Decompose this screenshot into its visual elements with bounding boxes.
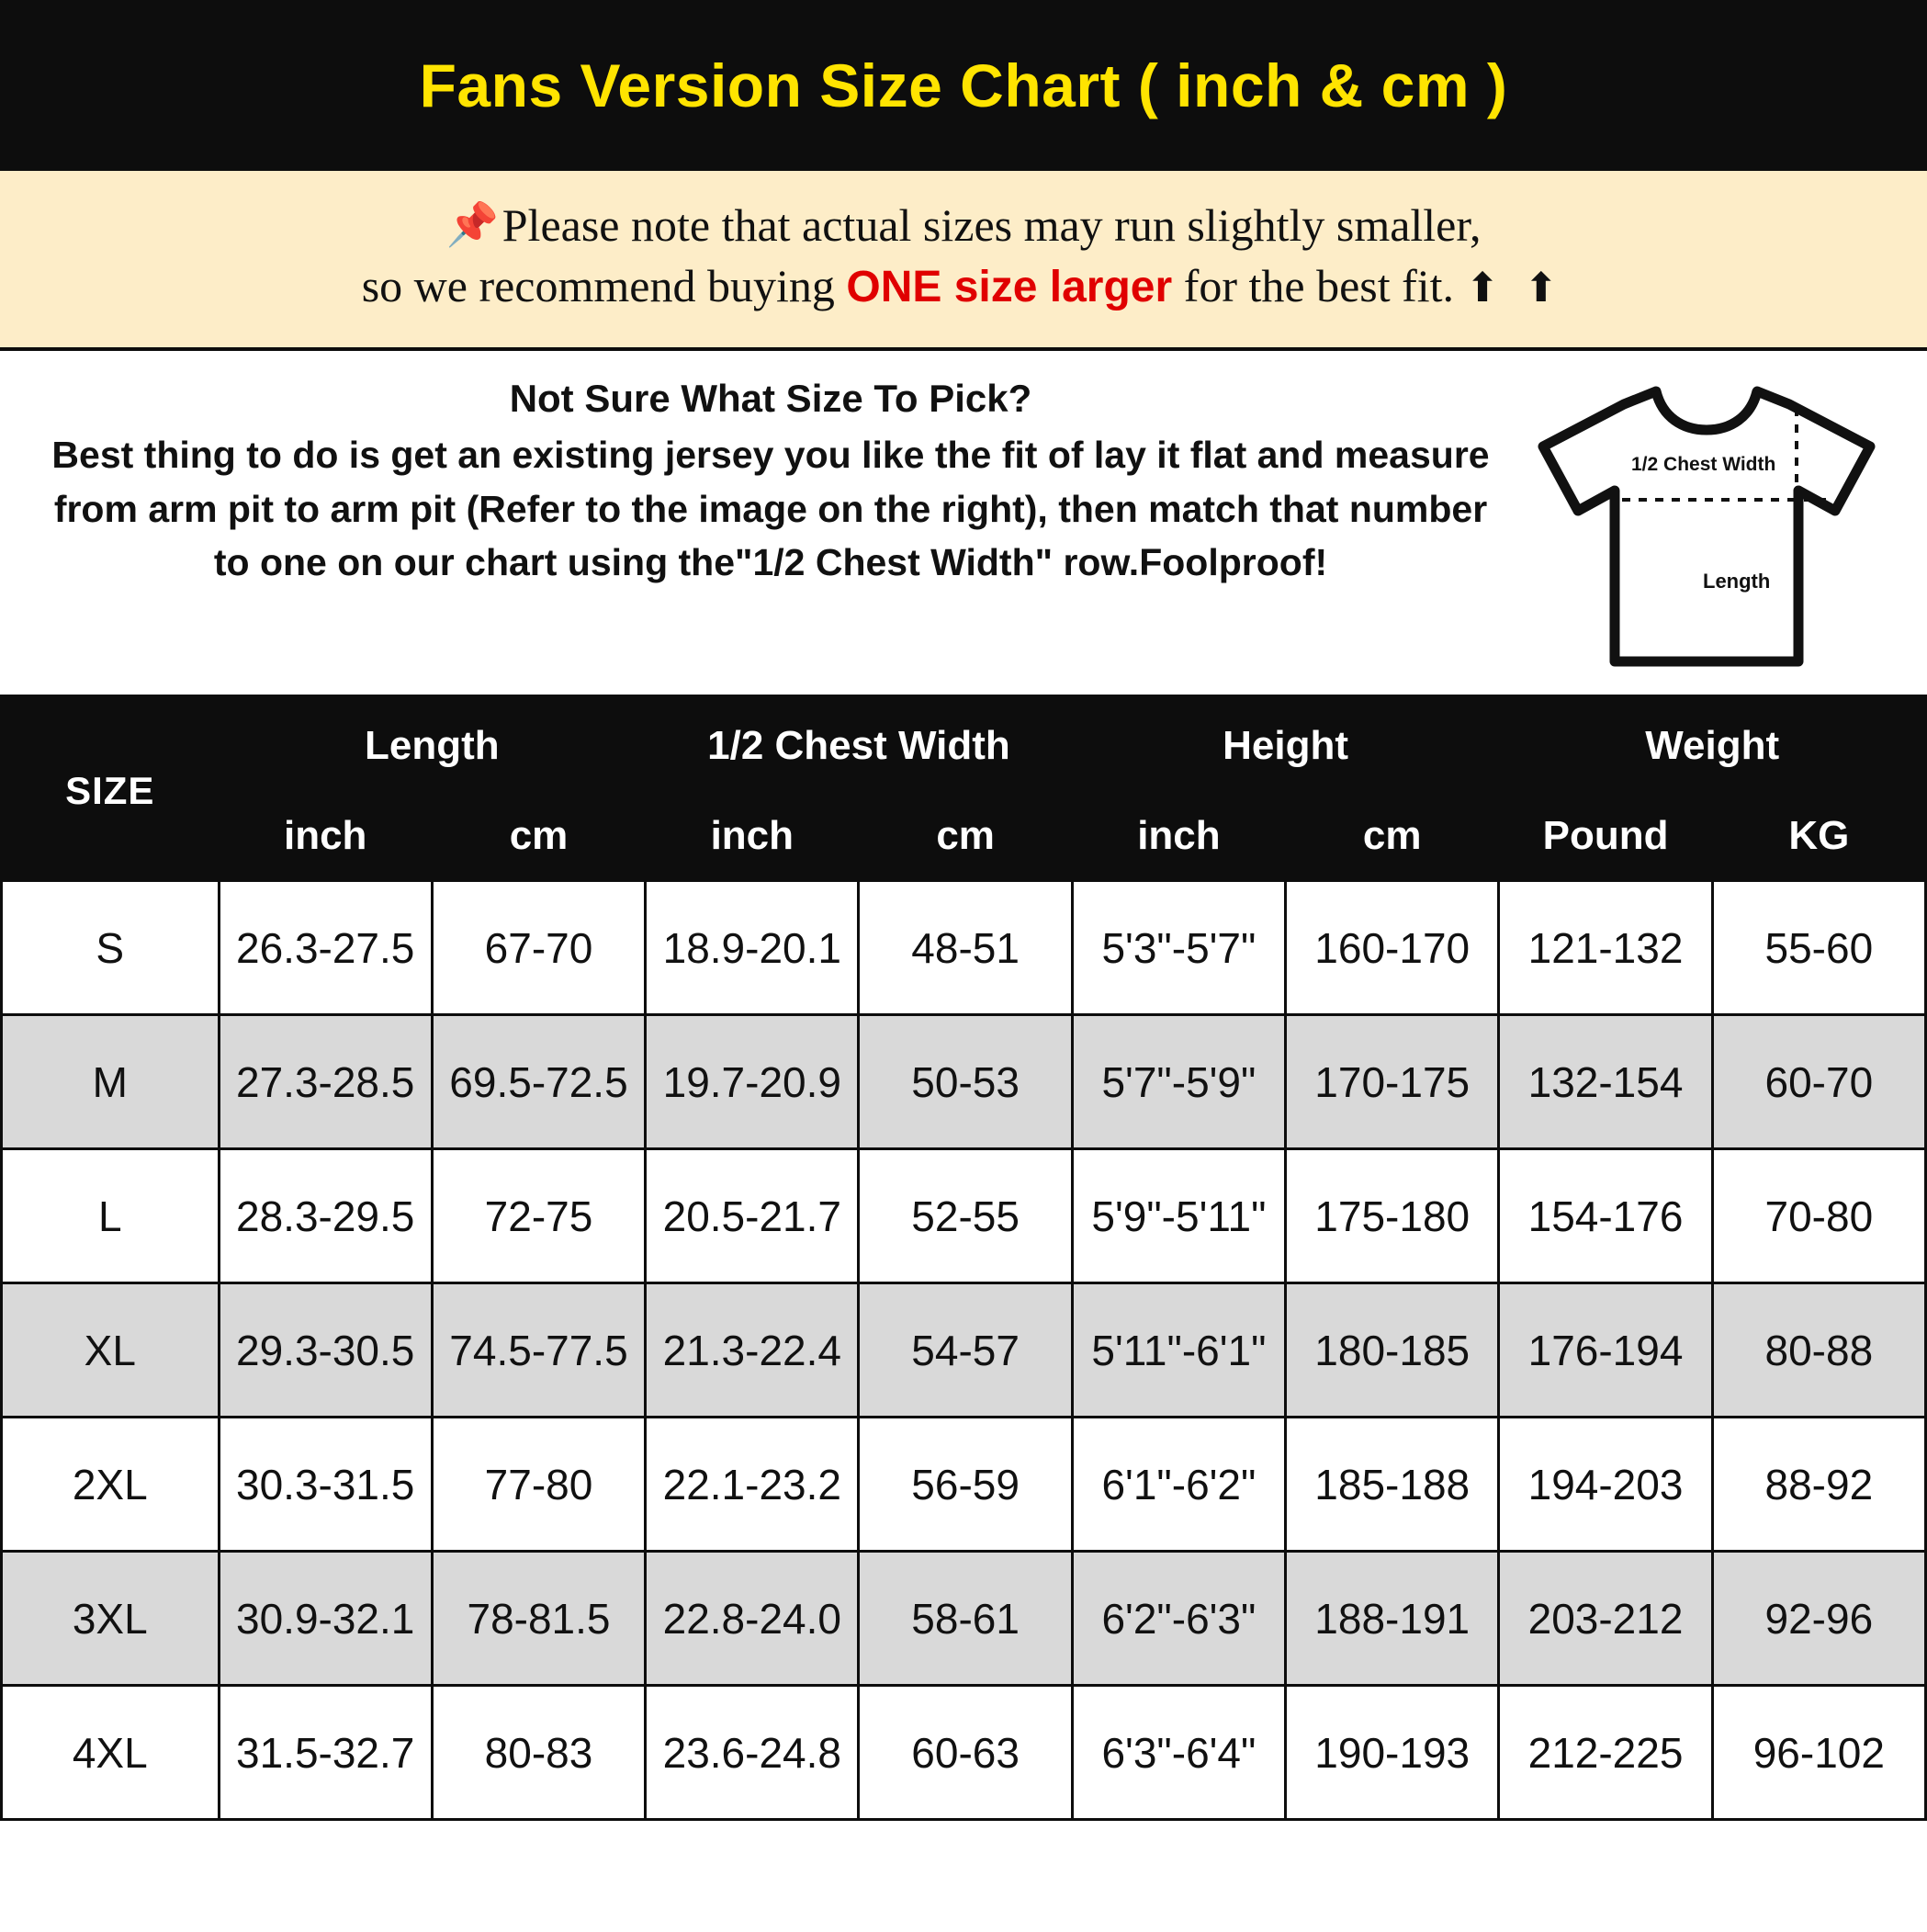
note-band [0,171,1927,351]
header-size: SIZE [2,701,220,881]
cell-length-inch: 26.3-27.5 [219,881,432,1015]
cell-chest-cm: 58-61 [859,1552,1072,1686]
cell-weight-pound: 212-225 [1499,1686,1712,1820]
cell-weight-pound: 121-132 [1499,881,1712,1015]
chest-width-label: 1/2 Chest Width [1631,454,1776,476]
cell-size: 2XL [2,1418,220,1552]
header-height-inch: inch [1072,791,1285,881]
cell-chest-inch: 19.7-20.9 [646,1015,859,1149]
cell-length-cm: 78-81.5 [432,1552,645,1686]
cell-size: XL [2,1283,220,1418]
table-row [2,1015,1926,1149]
cell-length-inch: 27.3-28.5 [219,1015,432,1149]
advice-heading: Not Sure What Size To Pick? [509,377,1032,421]
advice-body: Best thing to do is get an existing jersey you like the fit of lay it flat and measure from arm pit to arm pit (Refer to the image on the right), then match that number to one on our chart using the"1/2 Chest Width" row.Foolproof! [51,434,1490,583]
cell-chest-cm: 56-59 [859,1418,1072,1552]
pushpin-icon: 📌 [445,201,499,248]
cell-weight-pound: 194-203 [1499,1418,1712,1552]
cell-chest-inch: 23.6-24.8 [646,1686,859,1820]
cell-height-inch: 5'9"-5'11" [1072,1149,1285,1283]
cell-length-inch: 29.3-30.5 [219,1283,432,1418]
cell-height-inch: 5'7"-5'9" [1072,1015,1285,1149]
cell-chest-inch: 21.3-22.4 [646,1283,859,1418]
page-title: Fans Version Size Chart ( inch & cm ) [419,51,1508,119]
note-line-1-text: Please note that actual sizes may run slightly smaller, [501,199,1482,251]
cell-weight-kg: 60-70 [1712,1015,1925,1149]
cell-length-inch: 28.3-29.5 [219,1149,432,1283]
cell-height-cm: 185-188 [1286,1418,1499,1552]
size-table [0,699,1927,1821]
cell-weight-kg: 80-88 [1712,1283,1925,1418]
cell-length-inch: 30.3-31.5 [219,1418,432,1552]
cell-size: 4XL [2,1686,220,1820]
cell-height-cm: 175-180 [1286,1149,1499,1283]
cell-chest-cm: 52-55 [859,1149,1072,1283]
advice-section [0,351,1927,699]
cell-height-inch: 6'2"-6'3" [1072,1552,1285,1686]
table-unit-header-row [2,791,1926,881]
table-body [2,881,1926,1820]
header-height-cm: cm [1286,791,1499,881]
cell-height-cm: 180-185 [1286,1283,1499,1418]
table-row [2,1149,1926,1283]
header-weight-pound: Pound [1499,791,1712,881]
header-length-inch: inch [219,791,432,881]
cell-size: M [2,1015,220,1149]
cell-weight-kg: 55-60 [1712,881,1925,1015]
cell-height-inch: 6'1"-6'2" [1072,1418,1285,1552]
cell-length-inch: 31.5-32.7 [219,1686,432,1820]
cell-length-cm: 80-83 [432,1686,645,1820]
advice-text [28,371,1514,589]
cell-height-cm: 188-191 [1286,1552,1499,1686]
header-chest-inch: inch [646,791,859,881]
note-line-2 [37,255,1890,316]
cell-chest-cm: 60-63 [859,1686,1072,1820]
header-chest-cm: cm [859,791,1072,881]
cell-chest-cm: 50-53 [859,1015,1072,1149]
cell-length-cm: 67-70 [432,881,645,1015]
cell-chest-inch: 18.9-20.1 [646,881,859,1015]
cell-length-cm: 77-80 [432,1418,645,1552]
cell-length-inch: 30.9-32.1 [219,1552,432,1686]
table-row [2,1283,1926,1418]
cell-chest-inch: 22.8-24.0 [646,1552,859,1686]
cell-chest-cm: 54-57 [859,1283,1072,1418]
tshirt-diagram-icon [1523,375,1890,678]
header-length-cm: cm [432,791,645,881]
cell-chest-cm: 48-51 [859,881,1072,1015]
header-length: Length [219,701,646,791]
header-height: Height [1072,701,1499,791]
title-bar [0,0,1927,171]
cell-weight-kg: 92-96 [1712,1552,1925,1686]
table-row [2,1552,1926,1686]
table-row [2,1418,1926,1552]
length-label: Length [1703,570,1771,593]
cell-size: 3XL [2,1552,220,1686]
cell-weight-kg: 88-92 [1712,1418,1925,1552]
table-row [2,1686,1926,1820]
cell-height-cm: 160-170 [1286,881,1499,1015]
cell-weight-pound: 176-194 [1499,1283,1712,1418]
note-emphasis: ONE size larger [846,263,1173,311]
header-weight-kg: KG [1712,791,1925,881]
cell-height-inch: 6'3"-6'4" [1072,1686,1285,1820]
cell-weight-pound: 203-212 [1499,1552,1712,1686]
cell-size: L [2,1149,220,1283]
table-row [2,881,1926,1015]
tshirt-figure [1514,371,1899,678]
cell-weight-kg: 96-102 [1712,1686,1925,1820]
up-arrows-icon: ⬆ ⬆ [1465,266,1566,311]
cell-chest-inch: 20.5-21.7 [646,1149,859,1283]
header-half-chest-width: 1/2 Chest Width [646,701,1073,791]
cell-length-cm: 69.5-72.5 [432,1015,645,1149]
table-head [2,701,1926,881]
cell-chest-inch: 22.1-23.2 [646,1418,859,1552]
cell-weight-pound: 132-154 [1499,1015,1712,1149]
cell-weight-pound: 154-176 [1499,1149,1712,1283]
cell-height-cm: 190-193 [1286,1686,1499,1820]
table-group-header-row [2,701,1926,791]
cell-height-inch: 5'3"-5'7" [1072,881,1285,1015]
note-line-1 [37,195,1890,255]
header-weight: Weight [1499,701,1926,791]
note-line-2-suffix: for the best fit. [1172,260,1466,311]
cell-length-cm: 72-75 [432,1149,645,1283]
cell-height-inch: 5'11"-6'1" [1072,1283,1285,1418]
cell-length-cm: 74.5-77.5 [432,1283,645,1418]
note-line-2-prefix: so we recommend buying [361,260,847,311]
cell-size: S [2,881,220,1015]
cell-weight-kg: 70-80 [1712,1149,1925,1283]
cell-height-cm: 170-175 [1286,1015,1499,1149]
